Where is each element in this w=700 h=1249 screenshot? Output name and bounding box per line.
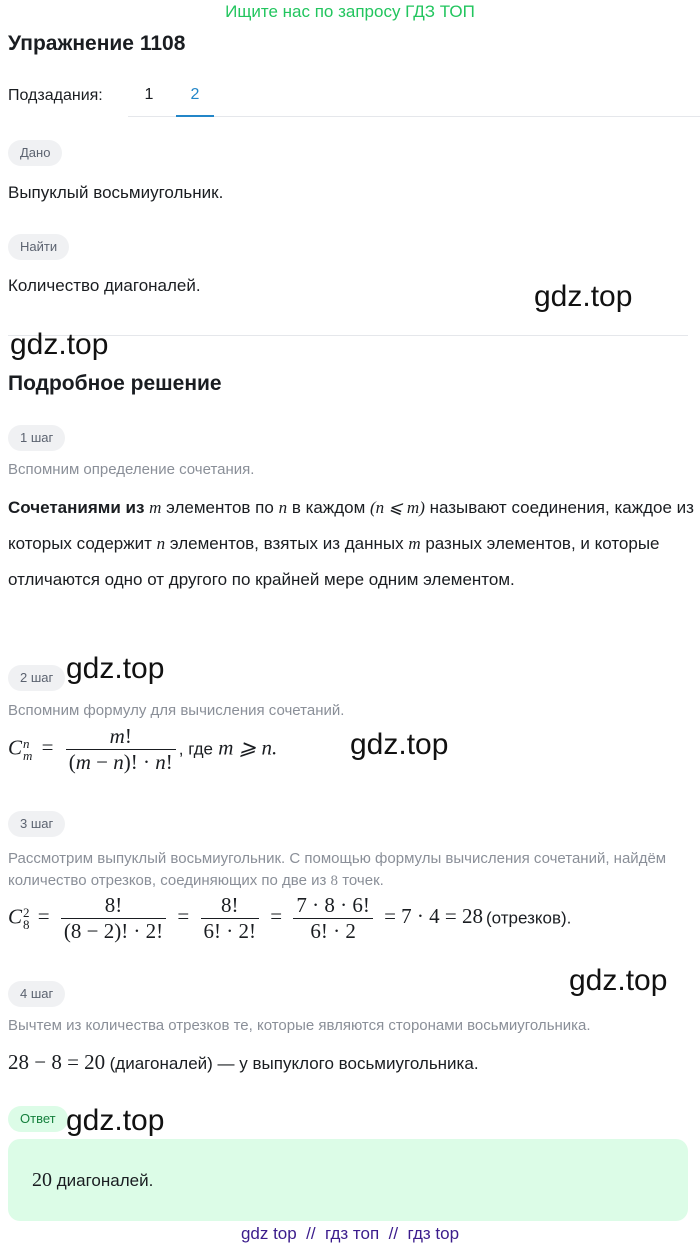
math-8: 8 [330, 873, 339, 889]
definition-text: в каждом [291, 498, 366, 517]
given-badge: Дано [8, 140, 62, 166]
step-3-badge: 3 шаг [8, 811, 65, 837]
search-banner: Ищите нас по запросу ГДЗ ТОП [225, 2, 475, 21]
watermark: gdz.top [66, 652, 165, 685]
definition-text: называют соединения, каждое из которых содержит [8, 498, 694, 553]
find-badge: Найти [8, 234, 69, 260]
find-text: Количество диагоналей. [8, 276, 201, 295]
subtasks-tabs [128, 78, 700, 117]
watermark: gdz.top [569, 964, 668, 997]
combination-formula: C n m = $\frac{m!}{(m - n)! \cdot n!}$ , где m ⩾ n. [8, 724, 278, 774]
math-m: m [149, 498, 162, 517]
math-n: n [278, 498, 288, 517]
answer-label: диагоналей. [56, 1171, 154, 1190]
subtasks-label: Подзадания: [8, 87, 103, 104]
divider [8, 335, 688, 336]
step-2-badge: 2 шаг [8, 665, 65, 691]
step-1-hint: Вспомним определение сочетания. [8, 461, 255, 478]
step-2-hint: Вспомним формулу для вычисления сочетаний. [8, 702, 345, 719]
segments-formula: C 2 8 = $\frac{8!}{(8 - 2)! \cdot 2!}$ = $\frac{8!}{6! \cdot 2!}$ = $\frac{7 \cdot 8 \cdot 6!}{6! \cdot 2}$ = 7 · 4 = 28 (отрезков). [8, 893, 572, 943]
step-3-hint-text: Рассмотрим выпуклый восьмиугольник. С помощью формулы вычисления сочетаний, найдём количество отрезков, соединяющих по две из [8, 850, 667, 889]
watermark: gdz.top [534, 280, 633, 313]
subtask-tab-1[interactable]: 1 [144, 86, 154, 103]
definition-text: элементов, взятых из данных [169, 534, 404, 553]
step-3-hint-text: точек. [342, 872, 384, 889]
watermark: gdz.top [10, 328, 109, 361]
subtask-tab-2-active[interactable]: 2 [176, 78, 214, 117]
diagonals-result [8, 1050, 479, 1075]
footer-links: gdz top // гдз топ // гдз top [240, 1224, 460, 1243]
watermark: gdz.top [66, 1104, 165, 1137]
definition-text: элементов по [166, 498, 274, 517]
step-1-badge: 1 шаг [8, 425, 65, 451]
segments-unit: (отрезков). [486, 908, 572, 928]
math-n: n [156, 534, 166, 553]
definition-text: разных элементов, и которые отличаются одно от другого по крайней мере одним элементом. [8, 534, 660, 589]
solution-title: Подробное решение [8, 372, 222, 395]
diagonals-expression: 28 − 8 = 20 [8, 1050, 106, 1074]
formula-condition: m ⩾ n. [218, 735, 278, 760]
answer-number: 20 [32, 1169, 52, 1191]
diagonals-text: (диагоналей) — у выпуклого восьмиугольника. [109, 1054, 479, 1073]
given-text: Выпуклый восьмиугольник. [8, 183, 224, 202]
step-3-hint [8, 848, 696, 892]
answer-badge: Ответ [8, 1106, 68, 1132]
combination-definition [8, 490, 696, 598]
answer-text [32, 1169, 153, 1192]
definition-term: Сочетаниями из [8, 498, 145, 517]
math-condition: (n ⩽ m) [370, 498, 425, 517]
step-4-hint: Вычтем из количества отрезков те, которые являются сторонами восьмиугольника. [8, 1017, 591, 1034]
page-title: Упражнение 1108 [8, 32, 186, 55]
math-m: m [408, 534, 421, 553]
watermark: gdz.top [350, 728, 449, 761]
formula-where: , где [178, 739, 214, 759]
step-4-badge: 4 шаг [8, 981, 65, 1007]
